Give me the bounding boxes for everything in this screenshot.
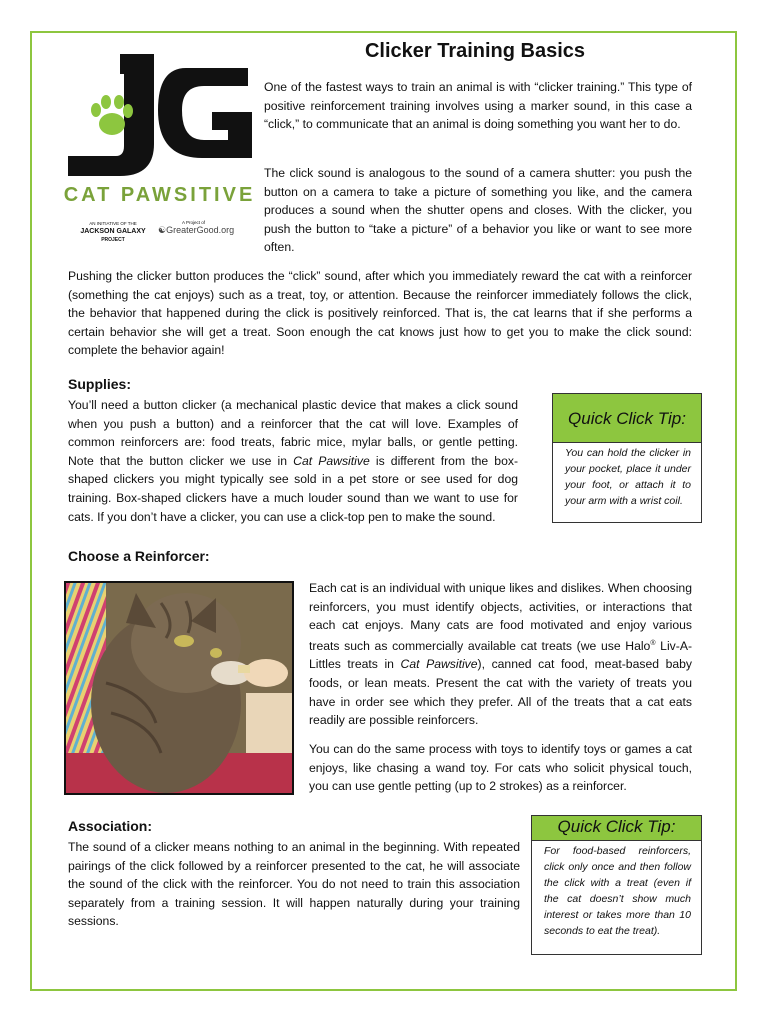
association-paragraph: The sound of a clicker means nothing to an animal in the beginning. With repeated pairings of the click followed by a reinforcer presented to the cat, he will associate the sound of the click with the reinforcer. You do not need to train this association separately from a training session. It will happen naturally during your training sessions.: [68, 840, 520, 929]
association-heading: Association:: [68, 818, 153, 834]
intro-paragraph-1: One of the fastest ways to train an animal is with “clicker training.” This type of positive reinforcement training involves using a marker sound, in this case a “click,” to communicate that an animal is doing something you want her to do.: [264, 80, 692, 132]
quick-click-tip-1: [552, 393, 702, 523]
tip-2-heading: Quick Click Tip:: [532, 816, 701, 841]
cat-eating-treat-photo: [64, 581, 294, 795]
reinforcer-heading: Choose a Reinforcer:: [68, 548, 210, 564]
reinforcer-paragraph-1: Each cat is an individual with unique likes and dislikes. When choosing reinforcers, you must identify objects, activities, or interactions that each cat enjoys. Many cats are food motivated and enjoy various treats such as commercially available cat treats (we use Halo® Liv-A-Littles treats in Cat Pawsitive), canned cat food, meat-based baby foods, or lean meats. Present the cat with the variety of treats you have in order see which they prefer. All of the treats that a cat eats readily are possible reinforcers.: [309, 581, 693, 728]
tip-2-body: For food-based reinforcers, click only once and then follow the click with a treat (even if the cat doesn’t show much interest or takes more than 10 seconds to eat the treat).: [544, 845, 691, 937]
supplies-paragraph: You’ll need a button clicker (a mechanical plastic device that makes a click sound when you push a button) and a reinforcer that the cat will love. Examples of common reinforcers are: food treats, fabric mice, mylar balls, or gentle petting. Note that the button clicker we use in Cat Pawsitive is different from the box-shaped clickers you might typically see sold in a pet store or see used for dog training. Box-shaped clickers have a much louder sound than we want to use for cats. If you don’t have a clicker, you can use a click-top pen to make the sound.: [68, 398, 519, 524]
tip-1-body: You can hold the clicker in your pocket, place it under your foot, or attach it to your arm with a wrist coil.: [565, 447, 691, 507]
supplies-heading: Supplies:: [68, 376, 132, 392]
jackson-galaxy-project-mark: AN INITIATIVE OF THE JACKSON GALAXY PROJECT: [80, 221, 146, 243]
brand-name: CAT PAWSITIVE: [63, 184, 256, 206]
greatergood-mark: A Project of ☯GreaterGood.org: [158, 220, 235, 235]
greatergood-icon: ☯: [158, 225, 167, 235]
quick-click-tip-2: [531, 815, 702, 955]
cat-pawsitive-logo: [62, 48, 257, 248]
intro-paragraph-3: Pushing the clicker button produces the “click” sound, after which you immediately reward the cat with a reinforcer (something the cat enjoys) such as a treat, toy, or attention. Because the reinforcer immediately follows the click, the behavior that happened during the click is positively reinforced. That is, the cat learns that if she performs a certain behavior she will get a treat. Soon enough the cat knows just how to get you to make the click sound: complete the behavior again!: [68, 269, 692, 358]
intro-paragraph-2: The click sound is analogous to the sound of a camera shutter: you push the button on a camera to take a picture of something you like, and the camera produces a sound when the shutter opens and closes. With the clicker, you push the button to “take a picture” of a behavior you like or want to see more often.: [264, 166, 692, 255]
jg-paw-logo-icon: [62, 48, 257, 248]
tip-1-heading: Quick Click Tip:: [553, 394, 701, 443]
reinforcer-paragraph-2: You can do the same process with toys to identify toys or games a cat enjoys, like chasing a wand toy. For cats who solicit physical touch, you can use gentle petting (up to 2 strokes) as a reinforcer.: [309, 742, 692, 794]
cat-photo-icon: [66, 583, 292, 793]
page-title: Clicker Training Basics: [364, 40, 586, 62]
